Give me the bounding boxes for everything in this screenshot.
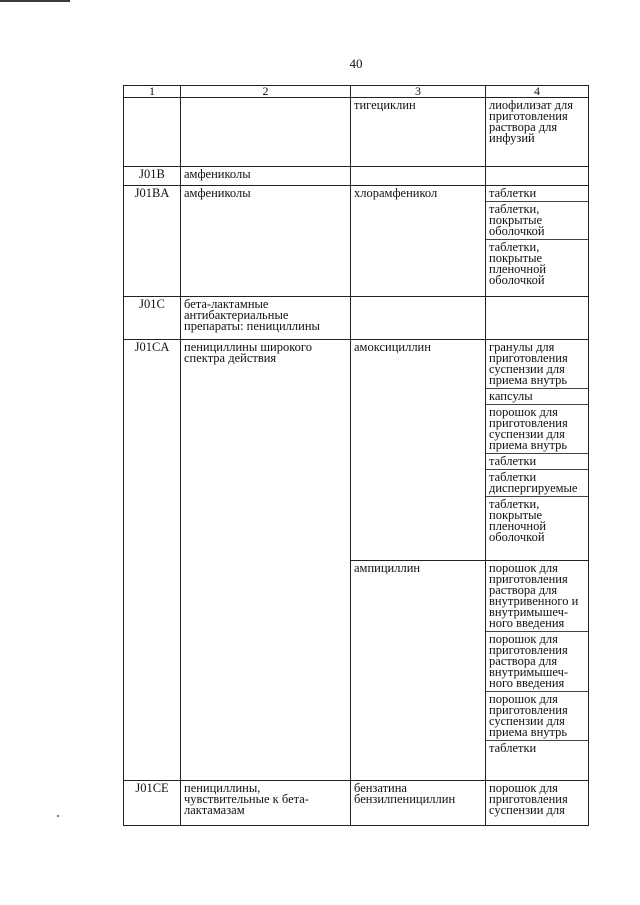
dosage-forms-cell xyxy=(486,167,589,186)
dosage-form-item: порошок для приготовления раствора для внутривенного и внутримышеч-ного введения xyxy=(489,561,579,630)
group-name-cell: амфениколы xyxy=(181,167,351,186)
group-name-cell: амфениколы xyxy=(181,186,351,297)
substance-cell: хлорамфеникол xyxy=(351,186,486,297)
dosage-form-item: таблетки xyxy=(486,453,588,469)
dosage-form-item xyxy=(486,297,588,301)
header-cell: 4 xyxy=(486,86,589,98)
group-name-cell xyxy=(181,98,351,167)
dosage-form-item: таблетки, покрытые оболочкой xyxy=(486,201,588,239)
substance-cell: бензатина бензилпенициллин xyxy=(351,781,486,826)
dosage-form-item: порошок для приготовления суспензии для xyxy=(489,781,568,817)
substance-cell: ампициллин xyxy=(351,561,486,781)
scan-speck xyxy=(57,815,59,817)
table-row xyxy=(124,98,589,167)
table-row xyxy=(124,186,589,297)
dosage-forms-cell xyxy=(486,297,589,340)
page-number: 40 xyxy=(349,56,363,71)
dosage-form-item: гранулы для приготовления суспензии для приема внутрь xyxy=(489,340,568,387)
dosage-form-item xyxy=(486,167,588,171)
dosage-form-item: таблетки xyxy=(489,186,537,200)
atc-code-cell xyxy=(124,98,181,167)
table-row xyxy=(124,297,589,340)
dosage-form-item: капсулы xyxy=(486,388,588,404)
table-row xyxy=(124,167,589,186)
dosage-forms-cell xyxy=(486,781,589,826)
substance-cell: тигециклин xyxy=(351,98,486,167)
dosage-forms-cell xyxy=(486,340,589,561)
table-header-row xyxy=(124,86,589,98)
group-name-cell: бета-лактамные антибактериальные препараты: пенициллины xyxy=(181,297,351,340)
dosage-form-item: порошок для приготовления суспензии для приема внутрь xyxy=(486,404,588,453)
header-cell: 3 xyxy=(351,86,486,98)
atc-code-cell: J01CE xyxy=(124,781,181,826)
dosage-form-item: порошок для приготовления суспензии для приема внутрь xyxy=(486,691,588,740)
medications-table xyxy=(123,85,589,826)
substance-cell: амоксициллин xyxy=(351,340,486,561)
atc-code-cell: J01BA xyxy=(124,186,181,297)
dosage-form-item: таблетки xyxy=(486,740,588,756)
scan-edge-line xyxy=(0,0,70,2)
dosage-forms-cell xyxy=(486,98,589,167)
table-row xyxy=(124,781,589,826)
dosage-form-item: таблетки диспергируемые xyxy=(486,469,588,496)
atc-code-cell: J01B xyxy=(124,167,181,186)
group-name-cell: пенициллины, чувствительные к бета-лактамазам xyxy=(181,781,351,826)
header-cell: 1 xyxy=(124,86,181,98)
dosage-form-item: лиофилизат для приготовления раствора для инфузий xyxy=(489,98,573,145)
dosage-forms-cell xyxy=(486,186,589,297)
dosage-forms-cell xyxy=(486,561,589,781)
substance-cell xyxy=(351,167,486,186)
group-name-cell: пенициллины широкого спектра действия xyxy=(181,340,351,781)
dosage-form-item: таблетки, покрытые пленочной оболочкой xyxy=(486,496,588,545)
atc-code-cell: J01C xyxy=(124,297,181,340)
atc-code-cell: J01CA xyxy=(124,340,181,781)
substance-cell xyxy=(351,297,486,340)
header-cell: 2 xyxy=(181,86,351,98)
dosage-form-item: таблетки, покрытые пленочной оболочкой xyxy=(486,239,588,288)
dosage-form-item: порошок для приготовления раствора для внутримышеч-ного введения xyxy=(486,631,588,691)
table-row xyxy=(124,340,589,561)
